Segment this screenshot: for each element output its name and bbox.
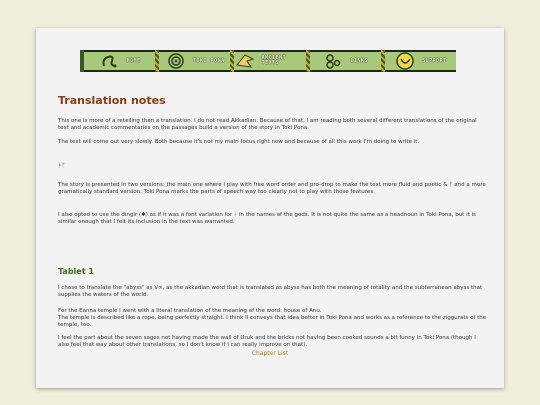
nav-item-home[interactable] xyxy=(84,50,155,72)
circles-icon xyxy=(322,50,344,72)
spiral-icon xyxy=(165,50,187,72)
page-title: Translation notes xyxy=(58,94,166,107)
sages-paragraph: I feel the part about the seven sages not having made the wall of Uruk and the bricks not having been cooked sounds a bit funny in Toki Pona (though I also feel that way about other translations, so I don't know if I can really improve on that). xyxy=(58,335,476,348)
nav-label-home: HOME xyxy=(126,57,141,64)
rope-paragraph: The temple is described like a rope, being perfectly straight. I think ⌷ conveys that idea better in Toki Pona and works as a reference to the ziggurats of the temple, too. xyxy=(58,315,487,328)
nav-item-ancient-texts[interactable] xyxy=(234,50,305,72)
chapter-list-link[interactable]: Chapter List xyxy=(251,350,289,357)
bird-icon xyxy=(234,50,255,72)
sitelen-glyph-line: ᚼᚠ xyxy=(58,162,66,169)
dingir-paragraph: I also opted to use the dingir (✱) as if it was a font variation for ᚿ in the names of the gods. It is not quite the same as a headnoun in Toki Pona, but it is similar enough that I felt its inclusion in the text was warranted. xyxy=(58,212,476,225)
nav-bar xyxy=(84,47,456,75)
content-card xyxy=(36,28,504,388)
nav-item-support[interactable] xyxy=(385,50,456,72)
abyss-paragraph: I chose to translate the "abyss" as V∞, as the akkadian word that is translated as abyss has both the meaning of totality and the subterranean abyss that supplies the waters of the world. xyxy=(58,285,483,298)
intro-paragraph: This one is more of a retelling than a translation. I do not read Akkadian. Because of that, I am reading both several different translations of the original text and academic commentaries on the passages build a version of the story in Toki Pona. xyxy=(58,118,477,131)
nav-label-ancient-texts: ANCIENT TEXTS xyxy=(261,55,287,66)
nav-item-links[interactable] xyxy=(310,50,381,72)
nav-label-support: SUPPORT xyxy=(422,57,447,64)
intro-paragraph-2: The text will come out very slowly. Both because it's not my main focus right now and because of all this work I'm doing to write it. xyxy=(58,139,420,145)
snake-icon xyxy=(99,50,121,72)
bananas-icon xyxy=(394,50,416,72)
nav-label-toki-pona: TOKI PONA xyxy=(193,57,225,64)
eanna-paragraph: For the Eanna temple I went with a literal translation of the meaning of the word: house of Anu. xyxy=(58,308,322,314)
nav-label-links: LINKS xyxy=(350,57,368,64)
nav-item-toki-pona[interactable] xyxy=(159,50,230,72)
versions-paragraph: The story is presented in two versions: the main one where I play with free word order and pro-drop to make the text more fluid and poetic & ᚠ and a more gramatically standard version. Toki Pona marks the parts of speech way too clearly not to play with those features. xyxy=(58,182,486,195)
tablet-heading: Tablet 1 xyxy=(58,267,94,276)
